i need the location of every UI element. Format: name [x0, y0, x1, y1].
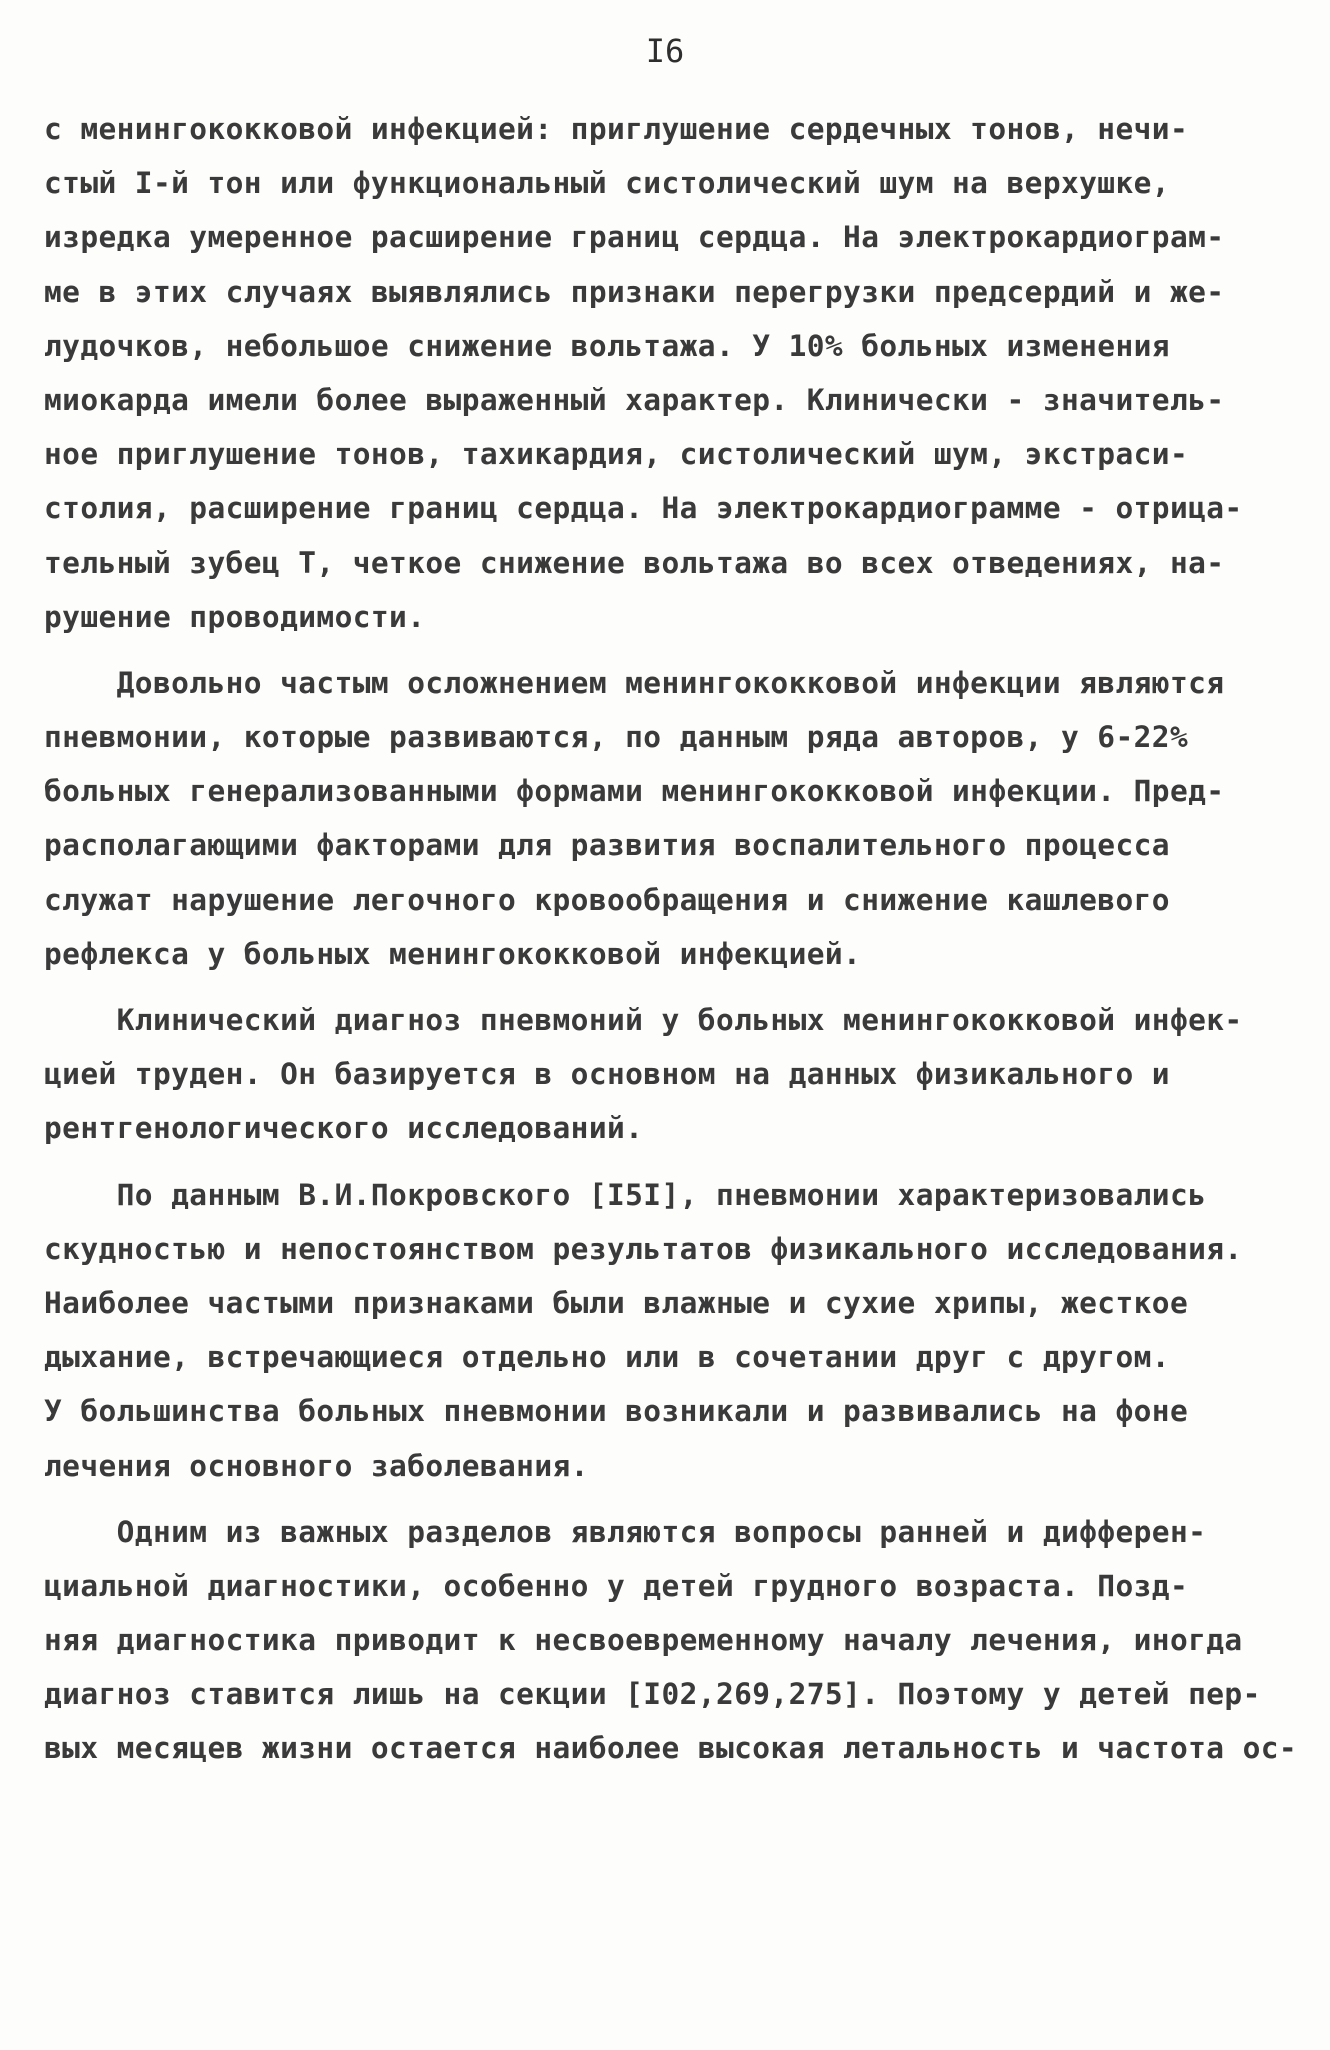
text-line: ное приглушение тонов, тахикардия, систолический шум, экстраси-: [44, 437, 1189, 472]
text-line: тельный зубец Т, четкое снижение вольтажа во всех отведениях, на-: [44, 545, 1225, 580]
text-line: изредка умеренное расширение границ сердца. На электрокардиограм-: [44, 220, 1225, 255]
text-line: располагающими факторами для развития воспалительного процесса: [44, 828, 1170, 863]
paragraph-5: [44, 1505, 1298, 1776]
body-text: [44, 102, 1298, 1776]
paragraph-4: [44, 1168, 1294, 1493]
text-line: больных генерализованными формами менингококковой инфекции. Пред-: [44, 774, 1225, 809]
text-line: циальной диагностики, особенно у детей грудного возраста. Позд-: [44, 1568, 1189, 1603]
text-line: вых месяцев жизни остается наиболее высокая летальность и частота ос-: [44, 1731, 1298, 1766]
text-line: рентгенологического исследований.: [44, 1111, 644, 1146]
text-line: Наиболее частыми признаками были влажные и сухие хрипы, жесткое: [44, 1285, 1189, 1320]
text-line: няя диагностика приводит к несвоевременному началу лечения, иногда: [44, 1623, 1243, 1658]
paragraph-1: [44, 102, 1294, 644]
paragraph-3: [44, 993, 1294, 1156]
text-line: Одним из важных разделов являются вопросы ранней и дифферен-: [44, 1514, 1207, 1549]
text-line: По данным В.И.Покровского [I5I], пневмонии характеризовались: [44, 1177, 1207, 1212]
text-line: диагноз ставится лишь на секции [I02,269,275]. Поэтому у детей пер-: [44, 1677, 1261, 1712]
text-line: стый I-й тон или функциональный систолический шум на верхушке,: [44, 166, 1170, 201]
text-line: лудочков, небольшое снижение вольтажа. У 10% больных изменения: [44, 328, 1170, 363]
text-line: рушение проводимости.: [44, 599, 426, 634]
text-line: скудностью и непостоянством результатов физикального исследования.: [44, 1231, 1243, 1266]
text-line: столия, расширение границ сердца. На электрокардиограмме - отрица-: [44, 491, 1243, 526]
text-line: Довольно частым осложнением менингококковой инфекции являются: [44, 665, 1225, 700]
text-line: цией труден. Он базируется в основном на данных физикального и: [44, 1057, 1170, 1092]
text-line: Клинический диагноз пневмоний у больных менингококковой инфек-: [44, 1003, 1243, 1037]
text-line: служат нарушение легочного кровообращения и снижение кашлевого: [44, 882, 1170, 917]
text-line: дыхание, встречающиеся отдельно или в сочетании друг с другом.: [44, 1340, 1170, 1375]
page-number: I6: [645, 32, 685, 70]
paragraph-2: [44, 656, 1294, 981]
text-line: лечения основного заболевания.: [44, 1448, 589, 1483]
text-line: с менингококковой инфекцией: приглушение сердечных тонов, нечи-: [44, 112, 1189, 146]
text-line: ме в этих случаях выявлялись признаки перегрузки предсердий и же-: [44, 274, 1225, 309]
text-line: пневмонии, которые развиваются, по данным ряда авторов, у 6-22%: [44, 720, 1189, 755]
text-line: У большинства больных пневмонии возникали и развивались на фоне: [44, 1394, 1189, 1429]
text-line: миокарда имели более выраженный характер. Клинически - значитель-: [44, 382, 1225, 417]
text-line: рефлекса у больных менингококковой инфекцией.: [44, 936, 862, 971]
